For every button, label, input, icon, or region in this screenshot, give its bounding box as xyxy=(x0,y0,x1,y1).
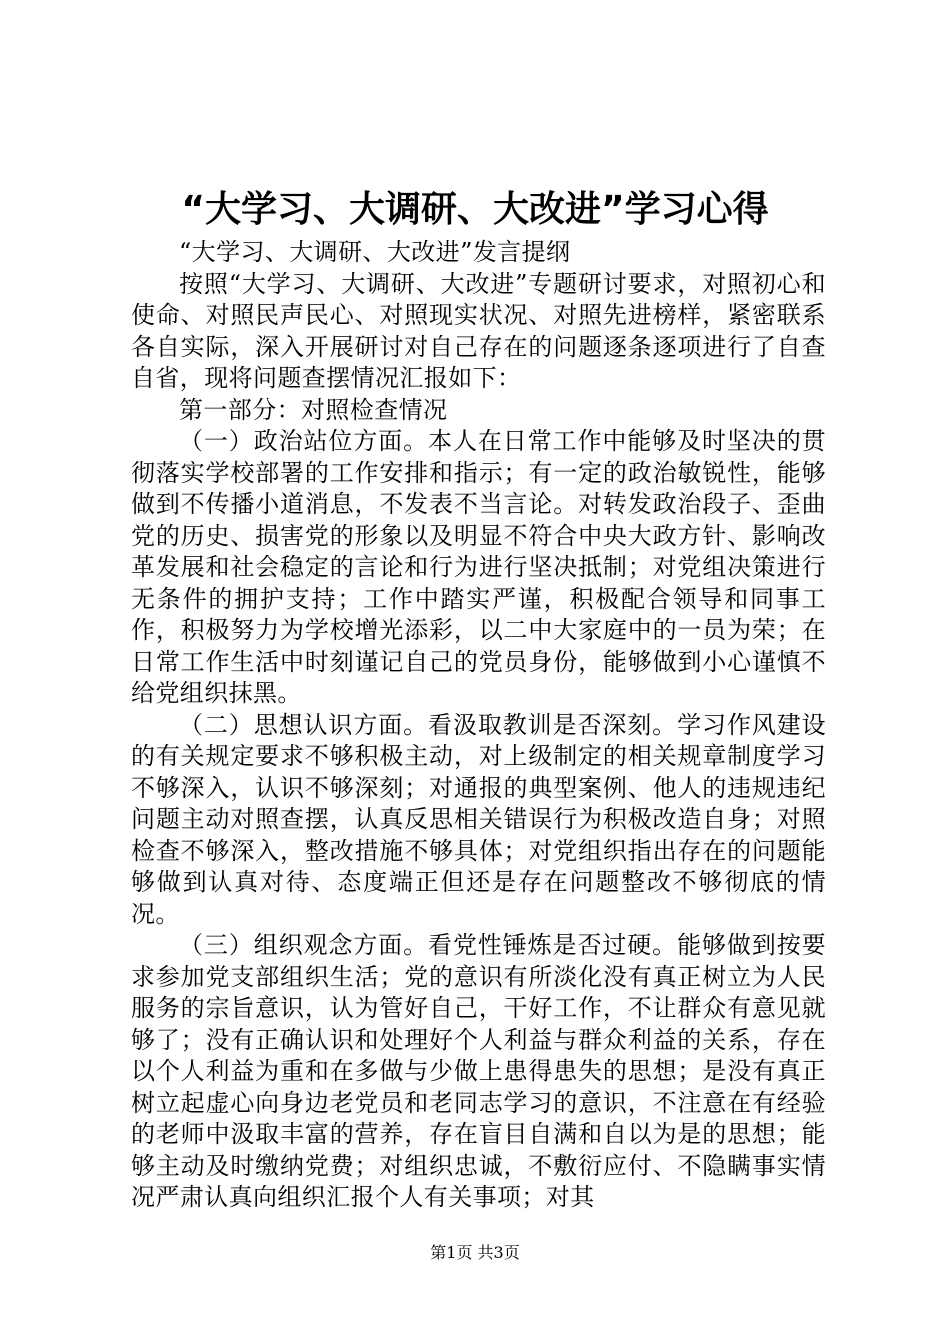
document-title: “大学习、大调研、大改进”学习心得 xyxy=(181,189,769,230)
paragraph-political: （一）政治站位方面。本人在日常工作中能够及时坚决的贯彻落实学校部署的工作安排和指示；有一定的政治敏锐性，能够做到不传播小道消息，不发表不当言论。对转发政治段子、歪曲党的历史、损害党的形象以及明显不符合中央大政方针、影响改革发展和社会稳定的言论和行为进行坚决抵制；对党组决策进行无条件的拥护支持；工作中踏实严谨，积极配合领导和同事工作，积极努力为学校增光添彩，以二中大家庭中的一员为荣；在日常工作生活中时刻谨记自己的党员身份，能够做到小心谨慎不给党组织抹黑。 xyxy=(131,427,826,707)
paragraph-organization: （三）组织观念方面。看党性锤炼是否过硬。能够做到按要求参加党支部组织生活；党的意识有所淡化没有真正树立为人民服务的宗旨意识，认为管好自己，干好工作，不让群众有意见就够了；没有正确认识和处理好个人利益与群众利益的关系，存在以个人利益为重和在多做与少做上患得患失的思想；是没有真正树立起虚心向身边老党员和老同志学习的意识，不注意在有经验的老师中汲取丰富的营养，存在盲目自满和自以为是的思想；能够主动及时缴纳党费；对组织忠诚，不敷衍应付、不隐瞒事实情况严肃认真向组织汇报个人有关事项；对其 xyxy=(131,931,826,1211)
page-number: 第1页 共3页 xyxy=(430,1243,520,1262)
section-heading: 第一部分：对照检查情况 xyxy=(179,395,448,424)
paragraph-ideology: （二）思想认识方面。看汲取教训是否深刻。学习作风建设的有关规定要求不够积极主动，对上级制定的相关规章制度学习不够深入，认识不够深刻；对通报的典型案例、他人的违规违纪问题主动对照查摆，认真反思相关错误行为积极改造自身；对照检查不够深入，整改措施不够具体；对党组织指出存在的问题能够做到认真对待、态度端正但还是存在问题整改不够彻底的情况。 xyxy=(131,710,826,928)
document-body xyxy=(131,237,826,1214)
paragraph-intro: 按照“大学习、大调研、大改进”专题研讨要求，对照初心和使命、对照民声民心、对照现实状况、对照先进榜样，紧密联系各自实际，深入开展研讨对自己存在的问题逐条逐项进行了自查自省，现将问题查摆情况汇报如下： xyxy=(131,269,826,392)
paragraph-heading: “大学习、大调研、大改进”发言提纲 xyxy=(179,238,571,266)
